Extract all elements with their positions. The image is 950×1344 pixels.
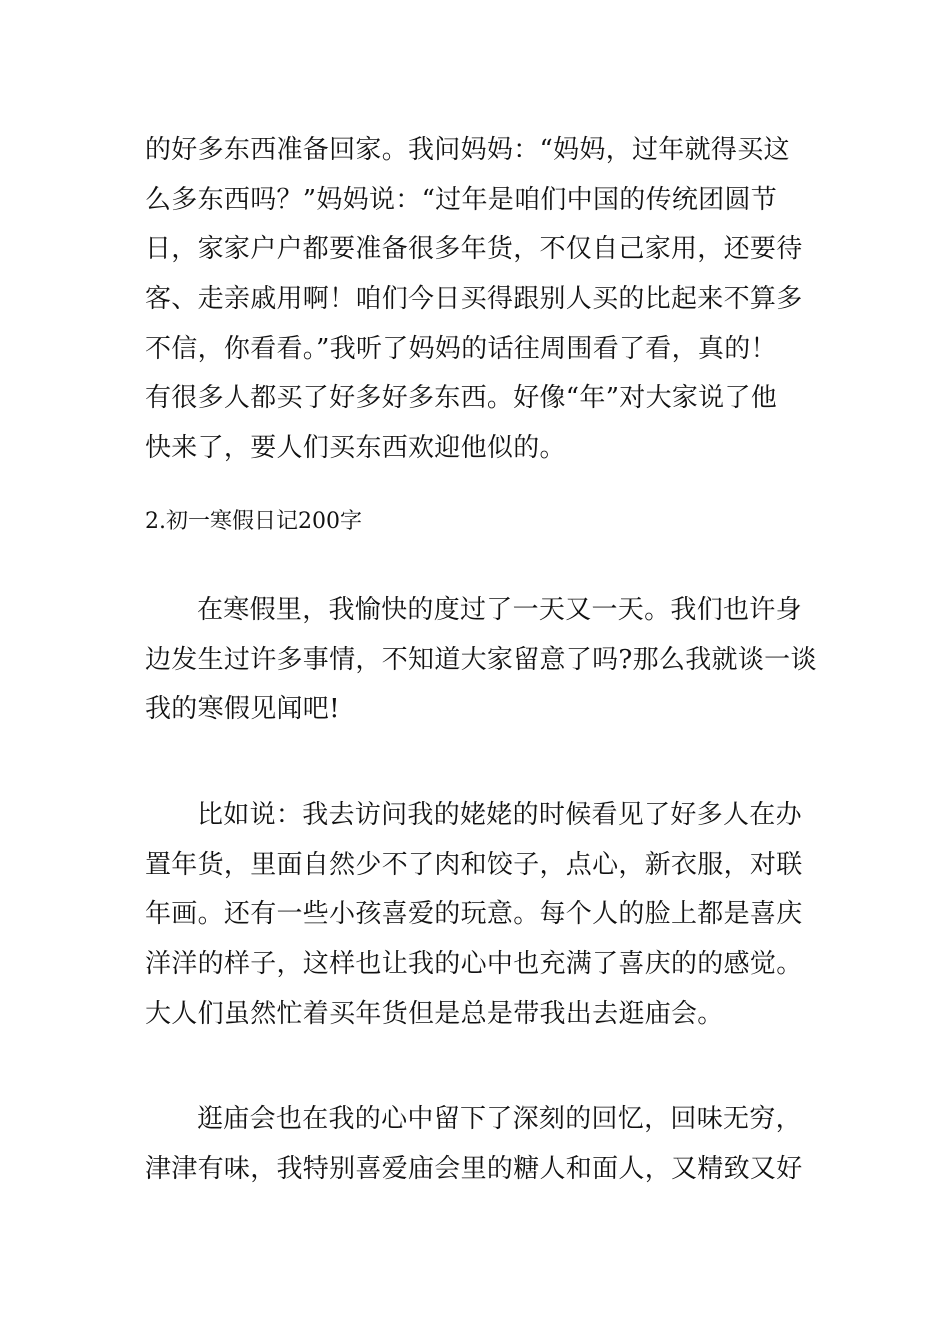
text-line: 置年货，里面自然少不了肉和饺子，点心，新衣服，对联 [145, 849, 803, 880]
text-line: 边发生过许多事情，不知道大家留意了吗?那么我就谈一谈 [145, 644, 817, 675]
text-line: 在寒假里，我愉快的度过了一天又一天。我们也许身 [197, 594, 802, 625]
paragraph-gap [145, 735, 807, 791]
document-page [145, 126, 817, 1195]
text-line: 日，家家户户都要准备很多年货，不仅自己家用，还要待 [145, 234, 803, 265]
text-line: 客、走亲戚用啊！咱们今日买得跟别人买的比起来不算多 [145, 284, 803, 315]
text-line: 洋洋的样子，这样也让我的心中也充满了喜庆的的感觉。 [145, 948, 803, 979]
text-line: 不信，你看看。”我听了妈妈的话往周围看了看，真的！ [145, 333, 777, 364]
section-heading: 2.初一寒假日记200字 [145, 508, 362, 534]
text-line: 逛庙会也在我的心中留下了深刻的回忆，回味无穷， [197, 1104, 802, 1135]
paragraph-4 [145, 1095, 807, 1194]
text-line: 年画。还有一些小孩喜爱的玩意。每个人的脸上都是喜庆 [145, 899, 803, 930]
text-line: 比如说：我去访问我的姥姥的时候看见了好多人在办 [197, 799, 802, 830]
paragraph-gap [145, 1039, 807, 1095]
paragraph-2 [145, 586, 817, 735]
text-line: 的好多东西准备回家。我问妈妈：“妈妈，过年就得买这 [145, 135, 790, 165]
text-line: 有很多人都买了好多好多东西。好像“年”对大家说了他 [145, 383, 778, 414]
paragraph-1 [145, 126, 807, 474]
paragraph-3 [145, 791, 807, 1039]
text-line: 么多东西吗？”妈妈说：“过年是咱们中国的传统团圆节 [145, 184, 778, 215]
text-line: 快来了，要人们买东西欢迎他似的。 [145, 433, 566, 464]
text-line: 我的寒假见闻吧! [145, 694, 340, 725]
text-line: 津津有味，我特别喜爱庙会里的糖人和面人，又精致又好 [145, 1154, 803, 1184]
text-line: 大人们虽然忙着买年货但是总是带我出去逛庙会。 [145, 998, 724, 1029]
